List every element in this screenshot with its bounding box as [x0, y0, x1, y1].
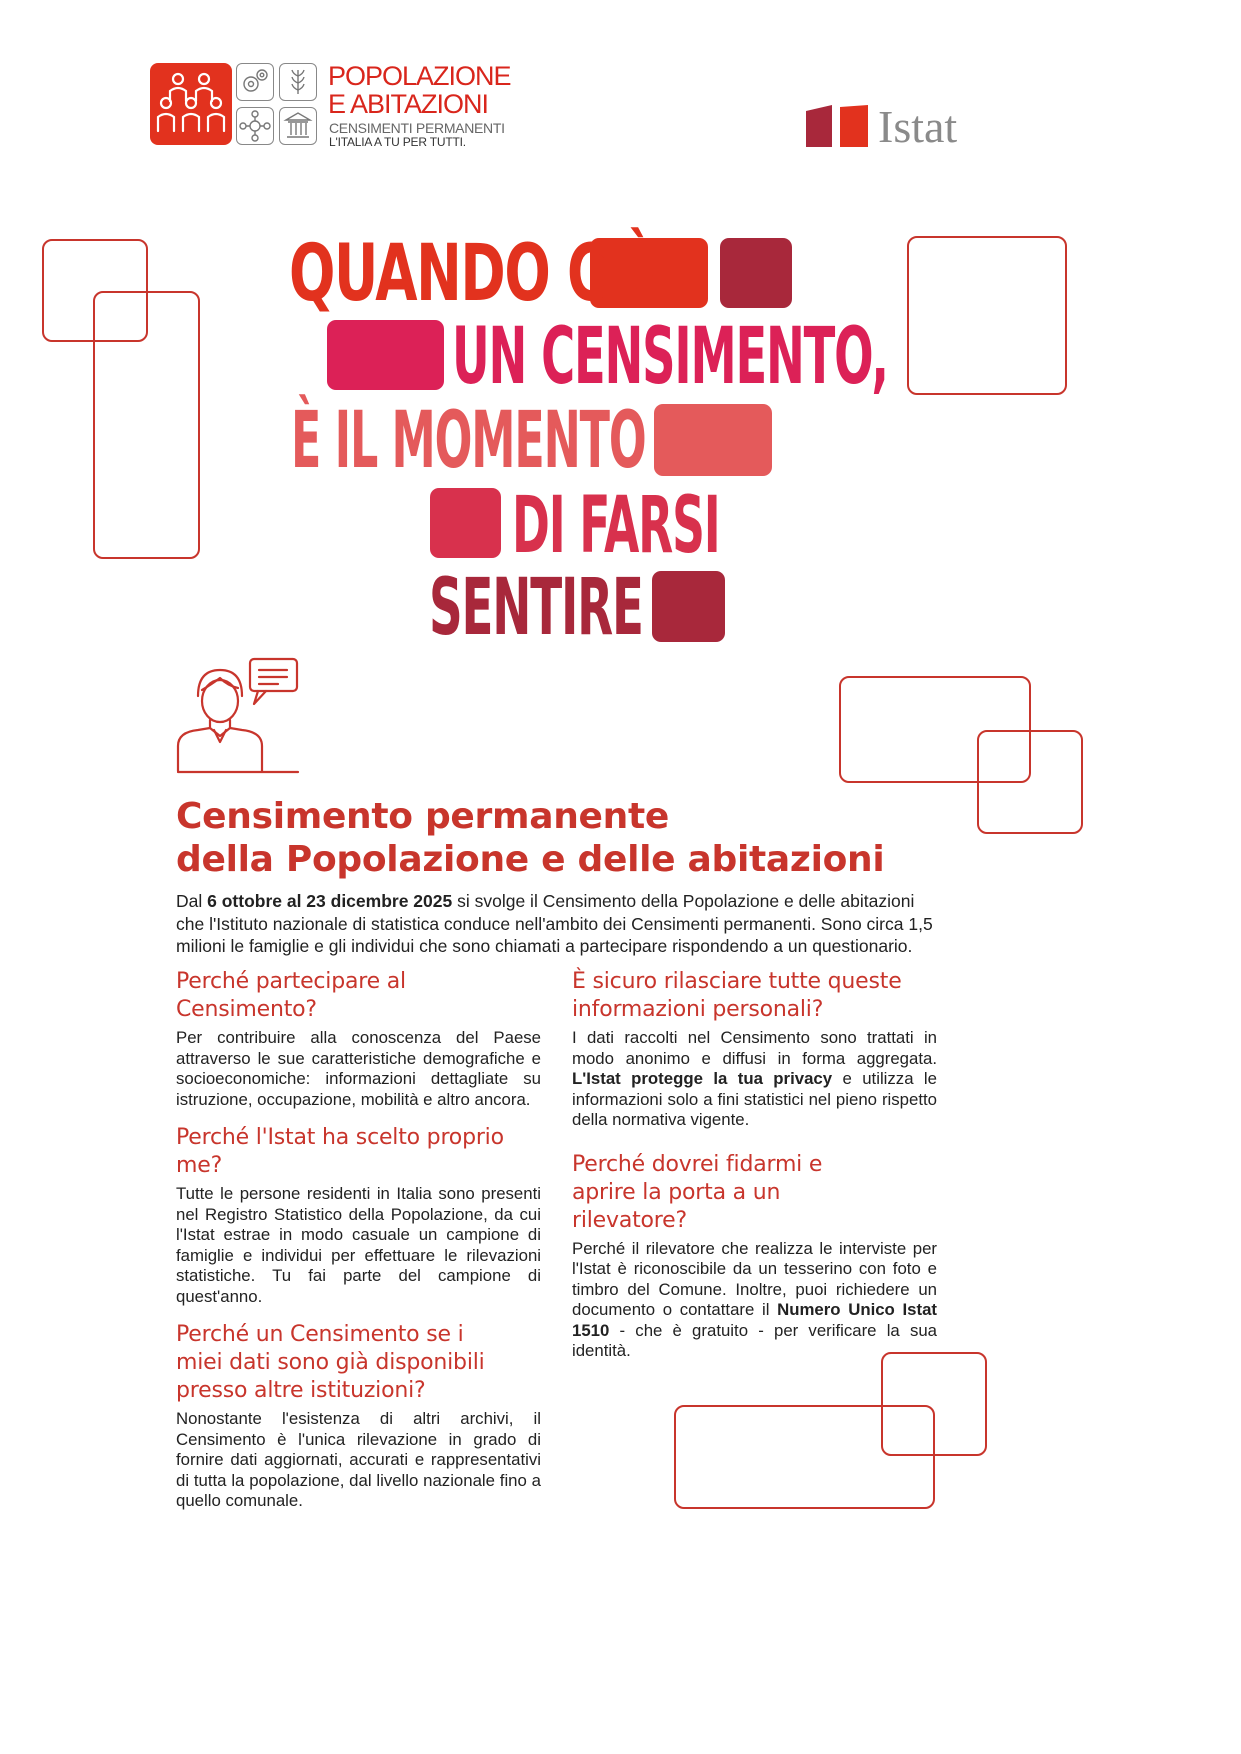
question-heading: Perché un Censimento se i miei dati sono già disponibili presso altre istituzioni? — [176, 1322, 485, 1403]
question-heading: Perché dovrei fidarmi e aprire la porta a un rilevatore? — [572, 1151, 823, 1233]
wheat-icon — [279, 63, 317, 101]
logo-subtitle: CENSIMENTI PERMANENTI — [329, 120, 505, 136]
qa-item — [176, 1321, 541, 1512]
logo-tagline: L'ITALIA A TU PER TUTTI. — [329, 135, 466, 149]
headline-line3: È IL MOMENTO — [291, 396, 646, 486]
answer-text — [572, 1028, 937, 1131]
headline-line1: QUANDO C'È — [289, 229, 657, 319]
person-speech-icon — [174, 656, 304, 776]
decor-block — [720, 238, 792, 308]
qa-item — [572, 968, 937, 1131]
headline-line5: SENTIRE — [429, 563, 643, 653]
answer-text-rest: e utilizza le informazioni solo a fini statistici nel pieno rispetto della normativa vigente. — [572, 1069, 937, 1129]
intro-text-start: Dal — [176, 891, 208, 911]
decor-block — [654, 404, 772, 476]
decor-frame — [674, 1405, 935, 1509]
decor-block — [652, 571, 725, 642]
istat-logo — [804, 103, 964, 151]
network-icon — [236, 107, 274, 145]
answer-text: Tutte le persone residenti in Italia sono presenti nel Registro Statistico della Popolazione, da cui l'Istat estrae in modo casuale un campione di famiglie e individui per effettuare le rilevazioni statistiche. Tu fai parte del campione di quest'anno. — [176, 1184, 541, 1306]
section-title-line1: Censimento permanente — [176, 796, 670, 837]
qa-column-left — [176, 968, 541, 1526]
qa-item — [176, 968, 541, 1110]
question-heading: Perché l'Istat ha scelto proprio me? — [176, 1125, 504, 1178]
privacy-statement: L'Istat protegge la tua privacy — [572, 1069, 833, 1088]
census-logo — [150, 63, 530, 149]
decor-frame — [977, 730, 1083, 834]
section-title-line2: della Popolazione e delle abitazioni — [176, 839, 885, 880]
qa-item — [176, 1124, 541, 1307]
building-icon — [279, 107, 317, 145]
answer-text: Per contribuire alla conoscenza del Paese attraverso le sue caratteristiche demografiche e socioeconomiche: informazioni dettagliate su istruzione, occupazione, mobilità e altro ancora. — [176, 1028, 541, 1109]
headline-line2: UN CENSIMENTO, — [452, 312, 888, 402]
question-heading: Perché partecipare al Censimento? — [176, 969, 406, 1022]
qa-item — [572, 1151, 937, 1362]
answer-text-start: Perché il rilevatore che realizza le interviste per l'Istat è riconoscibile da un tesserino con foto e timbro del Comune. Inoltre, puoi richiedere un documento o contattare il — [572, 1238, 937, 1319]
answer-text-rest: - che è gratuito - per verificare la sua identità. — [572, 1320, 937, 1360]
intro-dates: 6 ottobre al 23 dicembre 2025 — [207, 891, 453, 911]
phone-number: 1510 — [572, 1320, 610, 1340]
logo-title-line1: POPOLAZIONE — [328, 61, 511, 91]
section-header — [176, 795, 976, 881]
logo-title-line2: E ABITAZIONI — [328, 89, 489, 119]
decor-block — [430, 488, 501, 558]
answer-text — [572, 1239, 937, 1362]
qa-column-right — [572, 968, 937, 1376]
question-heading: È sicuro rilasciare tutte queste informazioni personali? — [572, 969, 902, 1022]
headline-line4: DI FARSI — [512, 481, 720, 571]
intro-paragraph — [176, 890, 941, 958]
phone-service-name: Numero Unico Istat — [777, 1300, 937, 1319]
intro-text-rest: si svolge il Censimento della Popolazione e delle abitazioni che l'Istituto nazionale di statistica conduce nell'ambito dei Censimenti permanenti. Sono circa 1,5 milioni le famiglie e gli individui che sono chiamati a partecipare rispondendo a un questionario. — [176, 891, 933, 956]
gears-icon — [236, 63, 274, 101]
istat-wordmark: Istat — [878, 101, 958, 152]
istat-logo-mark — [804, 103, 870, 149]
decor-frame — [907, 236, 1067, 395]
people-group-icon — [150, 63, 232, 145]
answer-text-start: I dati raccolti nel Censimento sono trattati in modo anonimo e diffusi in forma aggregata. — [572, 1028, 937, 1068]
decor-block — [327, 320, 444, 390]
decor-frame — [93, 291, 200, 559]
answer-text: Nonostante l'esistenza di altri archivi, il Censimento è l'unica rilevazione in grado di fornire dati aggiornati, accurati e rappresentativi di tutta la popolazione, dal livello nazionale fino a quello comunale. — [176, 1409, 541, 1510]
